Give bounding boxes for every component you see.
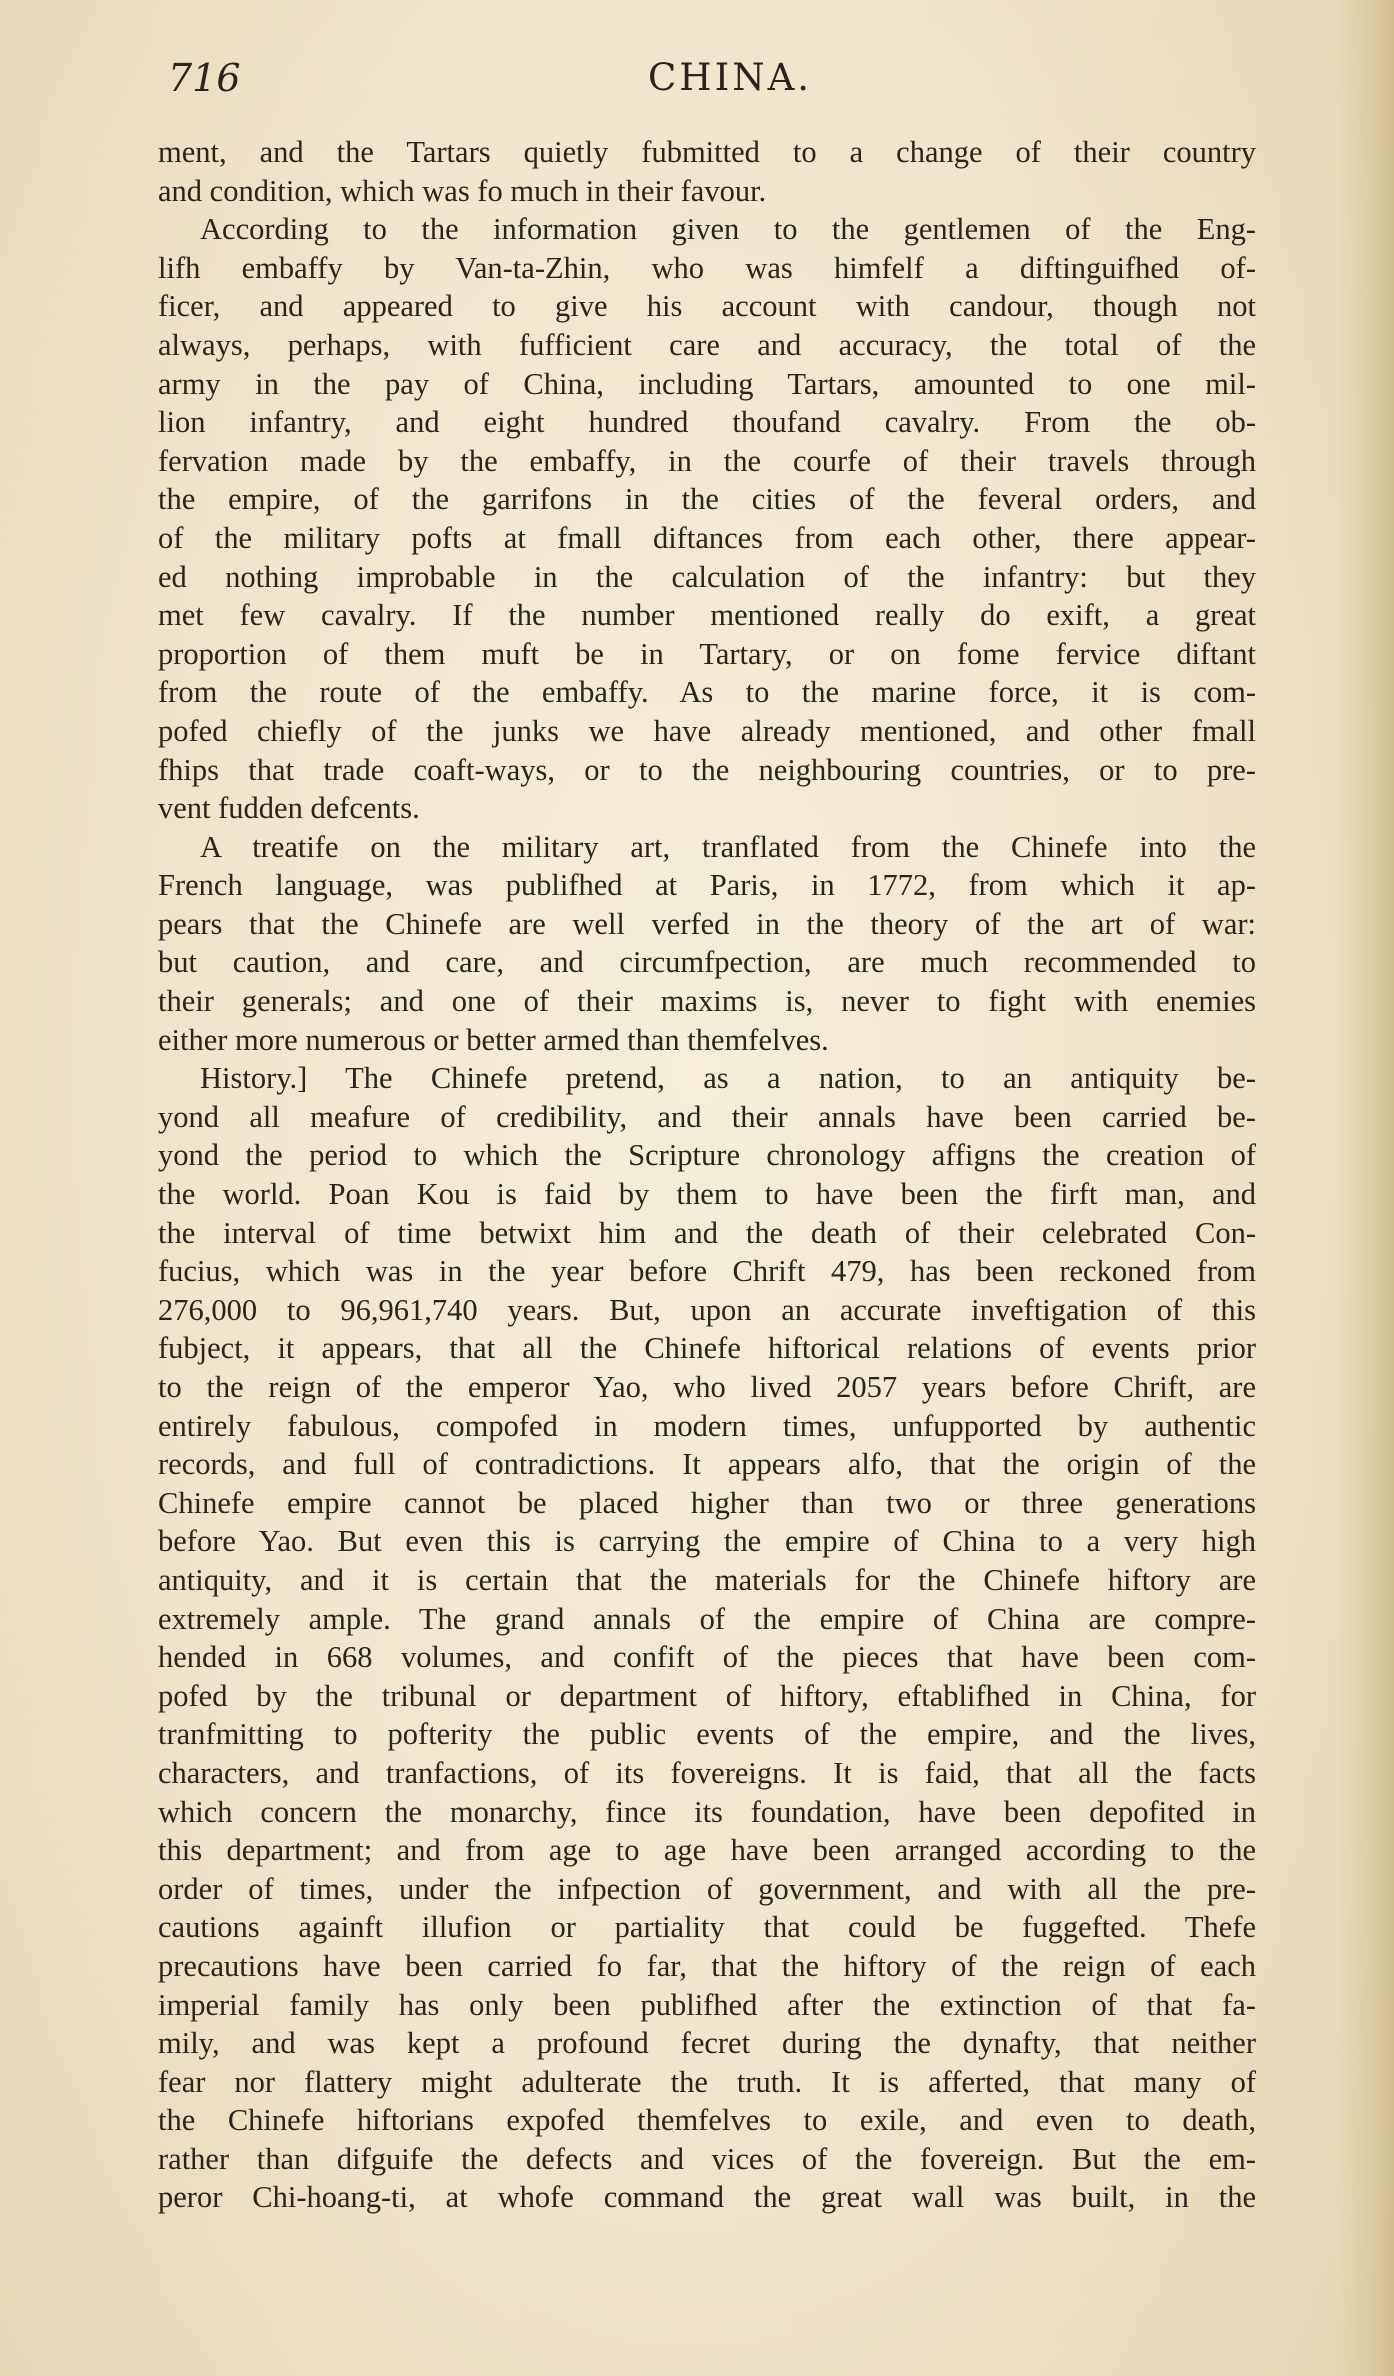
text-line: fear nor flattery might adulterate the truth. It is afferted, that many of	[158, 2064, 1256, 2099]
text-line: pofed by the tribunal or department of hiftory, eftablifhed in China, for	[158, 1678, 1256, 1713]
text-line: characters, and tranfactions, of its fovereigns. It is faid, that all the facts	[158, 1755, 1256, 1790]
text-line: ficer, and appeared to give his account with candour, though not	[158, 289, 1256, 324]
text-line: which concern the monarchy, fince its foundation, have been depofited in	[158, 1794, 1256, 1829]
text-line: 276,000 to 96,961,740 years. But, upon an accurate inveftigation of this	[158, 1292, 1256, 1327]
text-line: tranfmitting to pofterity the public events of the empire, and the lives,	[158, 1717, 1256, 1752]
text-line: ed nothing improbable in the calculation of the infantry: but they	[158, 559, 1256, 594]
text-line: of the military pofts at fmall diftances from each other, there appear-	[158, 520, 1256, 555]
text-line: History.] The Chinefe pretend, as a nation, to an antiquity be-	[200, 1061, 1256, 1096]
text-line: hended in 668 volumes, and confift of the pieces that have been com-	[158, 1640, 1256, 1675]
text-line: French language, was publifhed at Paris, in 1772, from which it ap-	[158, 868, 1256, 903]
text-line: this department; and from age to age have been arranged according to the	[158, 1833, 1256, 1868]
text-line: fucius, which was in the year before Chrift 479, has been reckoned from	[158, 1254, 1256, 1289]
text-line: fubject, it appears, that all the Chinefe hiftorical relations of events prior	[158, 1331, 1256, 1366]
text-line: but caution, and care, and circumfpection, are much recommended to	[158, 945, 1256, 980]
text-line: fhips that trade coaft-ways, or to the neighbouring countries, or to pre-	[158, 752, 1256, 787]
text-line: and condition, which was fo much in their favour.	[158, 173, 767, 208]
text-line: A treatife on the military art, tranflated from the Chinefe into the	[200, 829, 1256, 864]
text-line: imperial family has only been publifhed after the extinction of that fa-	[158, 1987, 1256, 2022]
text-line: pofed chiefly of the junks we have already mentioned, and other fmall	[158, 713, 1256, 748]
page-edge-shadow	[1334, 0, 1394, 2376]
text-line: extremely ample. The grand annals of the empire of China are compre-	[158, 1601, 1256, 1636]
page-number: 716	[168, 56, 241, 100]
text-line: vent fudden defcents.	[158, 791, 420, 826]
text-line: records, and full of contradictions. It appears alfo, that the origin of the	[158, 1447, 1256, 1482]
text-line: always, perhaps, with fufficient care and accuracy, the total of the	[158, 327, 1256, 362]
text-line: before Yao. But even this is carrying the empire of China to a very high	[158, 1524, 1256, 1559]
text-line: According to the information given to the gentlemen of the Eng-	[200, 212, 1256, 247]
text-line: met few cavalry. If the number mentioned really do exift, a great	[158, 598, 1256, 633]
text-line: proportion of them muft be in Tartary, or on fome fervice diftant	[158, 636, 1256, 671]
text-line: yond the period to which the Scripture chronology affigns the creation of	[158, 1138, 1256, 1173]
running-title: CHINA.	[648, 56, 813, 99]
text-line: the world. Poan Kou is faid by them to have been the firft man, and	[158, 1177, 1256, 1212]
text-line: lion infantry, and eight hundred thoufand cavalry. From the ob-	[158, 405, 1256, 440]
text-line: yond all meafure of credibility, and their annals have been carried be-	[158, 1099, 1256, 1134]
text-line: rather than difguife the defects and vices of the fovereign. But the em-	[158, 2141, 1256, 2176]
text-line: fervation made by the embaffy, in the courfe of their travels through	[158, 443, 1256, 478]
text-line: mily, and was kept a profound fecret during the dynafty, that neither	[158, 2026, 1256, 2061]
running-header	[168, 56, 1254, 106]
text-line: precautions have been carried fo far, that the hiftory of the reign of each	[158, 1948, 1256, 1983]
text-line: the Chinefe hiftorians expofed themfelves to exile, and even to death,	[158, 2103, 1256, 2138]
text-line: cautions againft illufion or partiality that could be fuggefted. Thefe	[158, 1910, 1256, 1945]
text-line: the interval of time betwixt him and the death of their celebrated Con-	[158, 1215, 1256, 1250]
text-line: army in the pay of China, including Tartars, amounted to one mil-	[158, 366, 1256, 401]
text-line: Chinefe empire cannot be placed higher than two or three generations	[158, 1485, 1256, 1520]
text-line: peror Chi-hoang-ti, at whofe command the great wall was built, in the	[158, 2180, 1256, 2215]
text-line: the empire, of the garrifons in the cities of the feveral orders, and	[158, 482, 1256, 517]
body-text	[158, 133, 1256, 2217]
text-line: order of times, under the infpection of government, and with all the pre-	[158, 1871, 1256, 1906]
text-line: from the route of the embaffy. As to the marine force, it is com-	[158, 675, 1256, 710]
text-line: to the reign of the emperor Yao, who lived 2057 years before Chrift, are	[158, 1370, 1256, 1404]
text-line: their generals; and one of their maxims is, never to fight with enemies	[158, 984, 1256, 1019]
text-line: either more numerous or better armed than themfelves.	[158, 1022, 829, 1057]
text-line: entirely fabulous, compofed in modern times, unfupported by authentic	[158, 1408, 1256, 1443]
text-line: lifh embaffy by Van-ta-Zhin, who was himfelf a diftinguifhed of-	[158, 250, 1256, 285]
text-line: pears that the Chinefe are well verfed in the theory of the art of war:	[158, 906, 1256, 941]
text-line: ment, and the Tartars quietly fubmitted to a change of their country	[158, 135, 1256, 169]
text-line: antiquity, and it is certain that the materials for the Chinefe hiftory are	[158, 1562, 1256, 1597]
